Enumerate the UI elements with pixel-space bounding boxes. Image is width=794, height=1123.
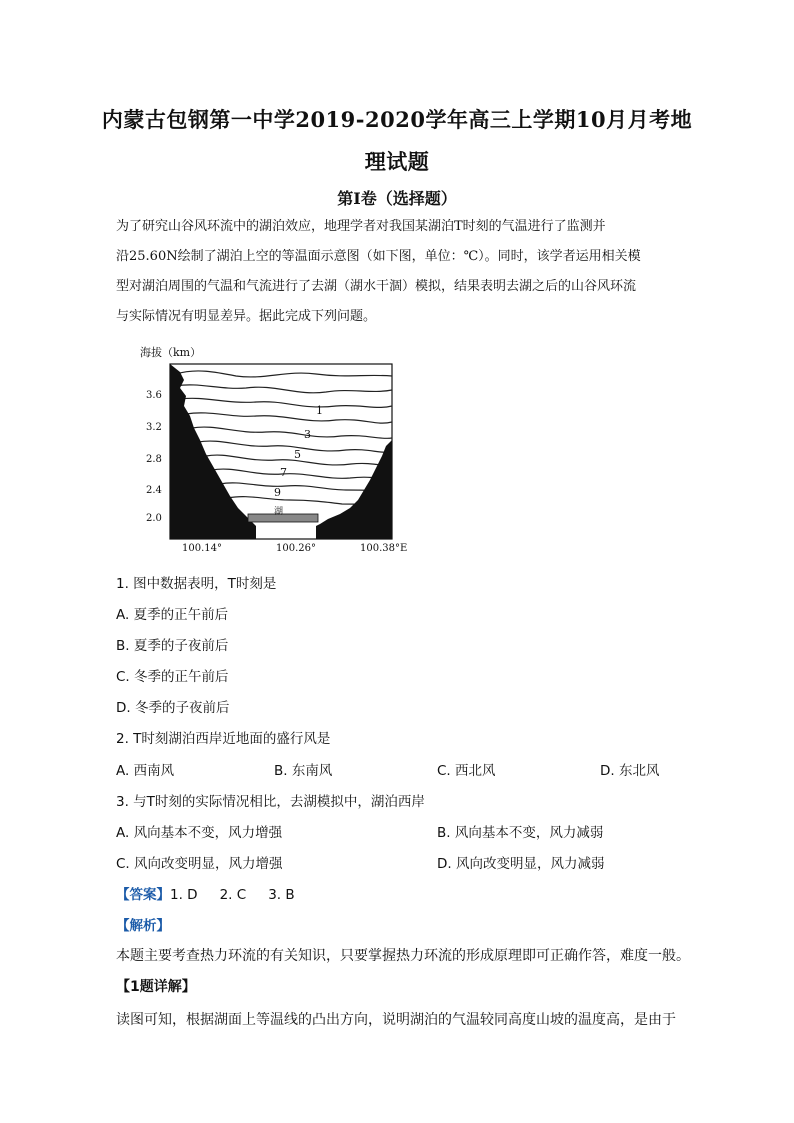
answer-line — [116, 883, 295, 903]
contour-label: 5 — [294, 448, 301, 461]
page-title-line2: 理试题 — [364, 149, 430, 174]
contour-label: 7 — [280, 466, 287, 479]
page-title-line1: 内蒙古包钢第一中学2019-2020学年高三上学期10月月考地 — [101, 107, 693, 132]
lake-label: 湖 — [274, 507, 284, 517]
question-2-option-b: B. 东南风 — [274, 763, 333, 779]
contour-label: 9 — [274, 486, 281, 499]
question-1-option-d: D. 冬季的子夜前后 — [116, 700, 230, 716]
question-3-option-b: B. 风向基本不变，风力减弱 — [437, 825, 604, 841]
contour-label: 1 — [316, 404, 323, 417]
question-2-option-d: D. 东北风 — [600, 763, 660, 779]
question-3-option-c: C. 风向改变明显，风力增强 — [116, 856, 283, 872]
answer-item: 2. C — [219, 887, 247, 903]
isotherm-figure — [136, 344, 426, 556]
intro-paragraph — [116, 212, 686, 332]
figure-ylabel: 海拔（km） — [140, 346, 202, 359]
ytick-label: 2.4 — [146, 485, 162, 496]
xtick-label: 100.14° — [182, 543, 222, 554]
answer-item: 1. D — [170, 887, 198, 903]
question-2-stem: 2. T时刻湖泊西岸近地面的盛行风是 — [116, 731, 331, 747]
question-3-option-a: A. 风向基本不变，风力增强 — [116, 825, 283, 841]
ytick-label: 2.8 — [146, 454, 162, 465]
intro-line-1: 为了研究山谷风环流中的湖泊效应，地理学者对我国某湖泊T时刻的气温进行了监测并 — [116, 219, 606, 234]
contour-label: 3 — [304, 428, 311, 441]
xtick-label: 100.38°E — [360, 543, 408, 554]
question-1-option-b: B. 夏季的子夜前后 — [116, 638, 229, 654]
question-3-option-d: D. 风向改变明显，风力减弱 — [437, 856, 605, 872]
question-1-stem: 1. 图中数据表明，T时刻是 — [116, 576, 277, 592]
detail-label: 【1题详解】 — [116, 979, 196, 995]
question-1-option-a: A. 夏季的正午前后 — [116, 607, 229, 623]
ytick-label: 3.2 — [146, 422, 162, 433]
detail-text: 读图可知，根据湖面上等温线的凸出方向，说明湖泊的气温较同高度山坡的温度高，是由于 — [116, 1012, 676, 1028]
question-3-stem: 3. 与T时刻的实际情况相比，去湖模拟中，湖泊西岸 — [116, 794, 425, 810]
intro-line-2: 沿25.60N绘制了湖泊上空的等温面示意图（如下图，单位：℃）。同时，该学者运用相关模 — [116, 249, 641, 264]
answer-label: 【答案】 — [116, 887, 170, 903]
question-2-option-c: C. 西北风 — [437, 763, 496, 779]
xtick-label: 100.26° — [276, 543, 316, 554]
ytick-label: 2.0 — [146, 513, 162, 524]
question-1-option-c: C. 冬季的正午前后 — [116, 669, 229, 685]
section-heading: 第I卷（选择题） — [337, 189, 457, 208]
answer-item: 3. B — [268, 887, 295, 903]
intro-line-3: 型对湖泊周围的气温和气流进行了去湖（湖水干涸）模拟，结果表明去湖之后的山谷风环流 — [116, 279, 637, 294]
analysis-label: 【解析】 — [116, 918, 170, 934]
intro-line-4: 与实际情况有明显差异。据此完成下列问题。 — [116, 309, 377, 324]
question-2-option-a: A. 西南风 — [116, 763, 175, 779]
ytick-label: 3.6 — [146, 390, 162, 401]
analysis-text: 本题主要考查热力环流的有关知识，只要掌握热力环流的形成原理即可正确作答，难度一般。 — [116, 948, 690, 964]
